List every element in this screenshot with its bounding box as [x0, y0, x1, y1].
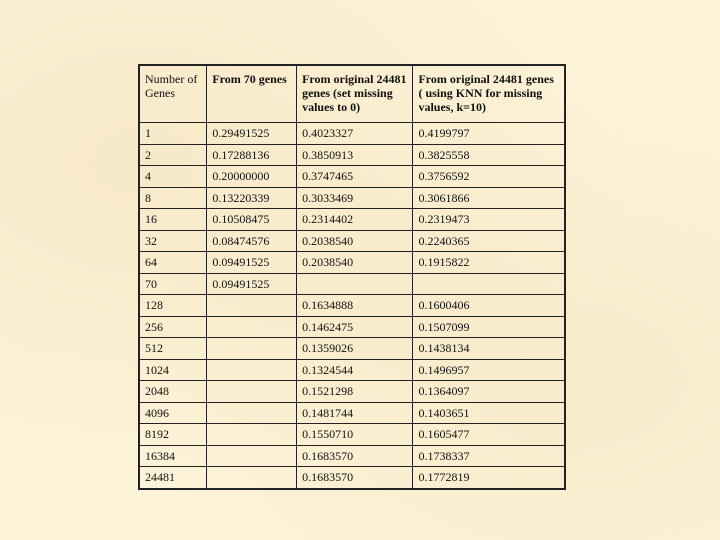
cell-from-70-genes — [207, 338, 297, 360]
cell-original-knn: 0.3756592 — [413, 166, 565, 188]
table-row — [139, 316, 565, 338]
cell-number-of-genes: 24481 — [139, 467, 207, 489]
cell-original-knn: 0.4199797 — [413, 123, 565, 145]
cell-original-set-zero: 0.3033469 — [297, 187, 413, 209]
cell-original-knn: 0.1915822 — [413, 252, 565, 274]
header-original-set-zero: From original 24481 genes (set missing values to 0) — [297, 65, 413, 123]
cell-original-set-zero: 0.3747465 — [297, 166, 413, 188]
cell-original-set-zero: 0.2038540 — [297, 252, 413, 274]
cell-original-knn: 0.1600406 — [413, 295, 565, 317]
table-row — [139, 424, 565, 446]
table-row — [139, 381, 565, 403]
cell-original-set-zero: 0.1550710 — [297, 424, 413, 446]
cell-number-of-genes: 8 — [139, 187, 207, 209]
cell-original-set-zero: 0.1521298 — [297, 381, 413, 403]
cell-original-set-zero: 0.1359026 — [297, 338, 413, 360]
table-row — [139, 144, 565, 166]
table-row — [139, 467, 565, 489]
cell-from-70-genes: 0.09491525 — [207, 252, 297, 274]
cell-original-set-zero — [297, 273, 413, 295]
cell-number-of-genes: 70 — [139, 273, 207, 295]
cell-number-of-genes: 128 — [139, 295, 207, 317]
cell-original-set-zero: 0.1683570 — [297, 445, 413, 467]
cell-original-set-zero: 0.3850913 — [297, 144, 413, 166]
cell-number-of-genes: 4 — [139, 166, 207, 188]
cell-number-of-genes: 1024 — [139, 359, 207, 381]
cell-original-knn: 0.1507099 — [413, 316, 565, 338]
cell-from-70-genes — [207, 316, 297, 338]
header-original-knn: From original 24481 genes ( using KNN for missing values, k=10) — [413, 65, 565, 123]
table-row — [139, 166, 565, 188]
cell-from-70-genes — [207, 402, 297, 424]
cell-original-knn: 0.1364097 — [413, 381, 565, 403]
cell-original-knn — [413, 273, 565, 295]
table-header-row — [139, 65, 565, 123]
cell-number-of-genes: 1 — [139, 123, 207, 145]
cell-from-70-genes: 0.13220339 — [207, 187, 297, 209]
cell-from-70-genes: 0.08474576 — [207, 230, 297, 252]
cell-from-70-genes: 0.20000000 — [207, 166, 297, 188]
cell-number-of-genes: 2048 — [139, 381, 207, 403]
cell-number-of-genes: 2 — [139, 144, 207, 166]
cell-number-of-genes: 4096 — [139, 402, 207, 424]
cell-original-knn: 0.1605477 — [413, 424, 565, 446]
cell-from-70-genes — [207, 445, 297, 467]
cell-original-set-zero: 0.1634888 — [297, 295, 413, 317]
cell-original-knn: 0.3825558 — [413, 144, 565, 166]
cell-from-70-genes: 0.10508475 — [207, 209, 297, 231]
table-row — [139, 338, 565, 360]
cell-number-of-genes: 8192 — [139, 424, 207, 446]
table-row — [139, 187, 565, 209]
cell-original-set-zero: 0.1481744 — [297, 402, 413, 424]
cell-number-of-genes: 512 — [139, 338, 207, 360]
cell-from-70-genes — [207, 359, 297, 381]
cell-original-knn: 0.1738337 — [413, 445, 565, 467]
cell-original-knn: 0.1772819 — [413, 467, 565, 489]
cell-original-knn: 0.2319473 — [413, 209, 565, 231]
cell-original-knn: 0.1496957 — [413, 359, 565, 381]
cell-number-of-genes: 64 — [139, 252, 207, 274]
cell-original-knn: 0.1438134 — [413, 338, 565, 360]
cell-from-70-genes — [207, 295, 297, 317]
cell-original-set-zero: 0.2314402 — [297, 209, 413, 231]
cell-original-set-zero: 0.1324544 — [297, 359, 413, 381]
cell-number-of-genes: 16384 — [139, 445, 207, 467]
table-row — [139, 123, 565, 145]
header-number-of-genes: Number of Genes — [139, 65, 207, 123]
cell-from-70-genes: 0.29491525 — [207, 123, 297, 145]
table-row — [139, 445, 565, 467]
table-row — [139, 230, 565, 252]
cell-from-70-genes: 0.09491525 — [207, 273, 297, 295]
cell-number-of-genes: 16 — [139, 209, 207, 231]
cell-original-set-zero: 0.2038540 — [297, 230, 413, 252]
cell-original-set-zero: 0.1462475 — [297, 316, 413, 338]
table-row — [139, 359, 565, 381]
cell-original-knn: 0.2240365 — [413, 230, 565, 252]
table-body — [139, 123, 565, 489]
cell-original-knn: 0.3061866 — [413, 187, 565, 209]
cell-original-set-zero: 0.4023327 — [297, 123, 413, 145]
table-row — [139, 252, 565, 274]
table-row — [139, 402, 565, 424]
cell-from-70-genes — [207, 424, 297, 446]
cell-from-70-genes — [207, 467, 297, 489]
cell-from-70-genes: 0.17288136 — [207, 144, 297, 166]
cell-number-of-genes: 256 — [139, 316, 207, 338]
header-from-70-genes: From 70 genes — [207, 65, 297, 123]
cell-original-set-zero: 0.1683570 — [297, 467, 413, 489]
cell-number-of-genes: 32 — [139, 230, 207, 252]
cell-from-70-genes — [207, 381, 297, 403]
table-row — [139, 209, 565, 231]
table-row — [139, 295, 565, 317]
table-row — [139, 273, 565, 295]
cell-original-knn: 0.1403651 — [413, 402, 565, 424]
results-table — [138, 64, 566, 490]
